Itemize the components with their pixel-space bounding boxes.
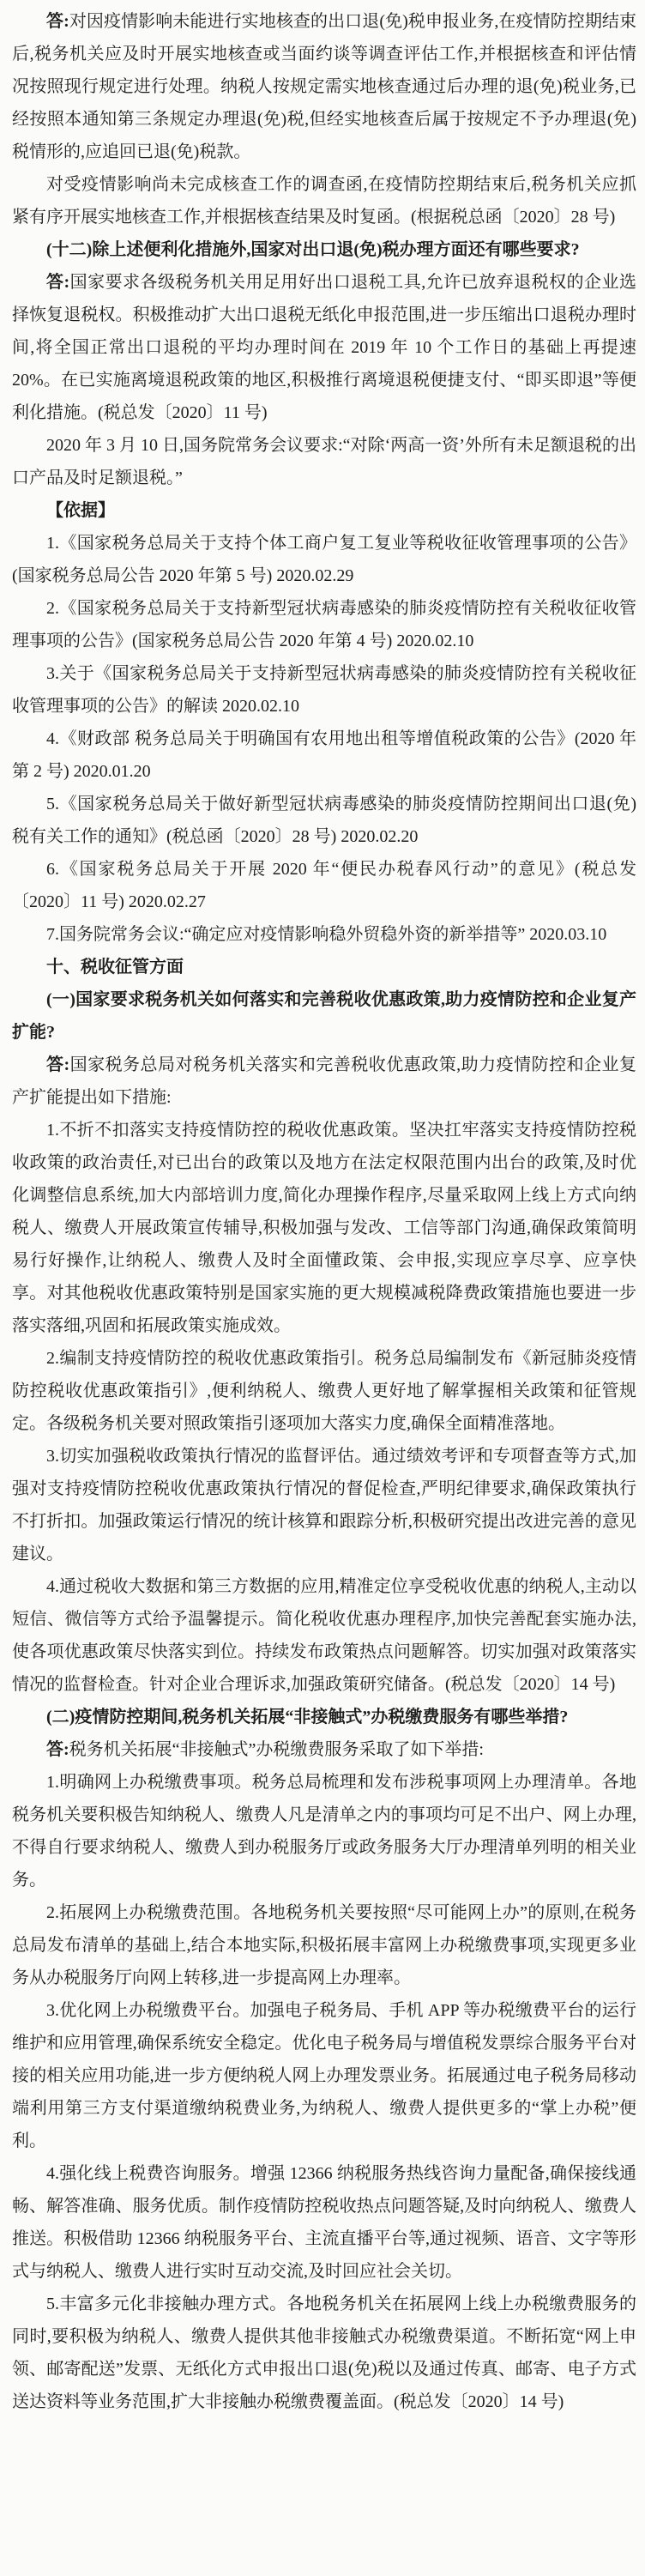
answer-prefix: 答: (46, 1740, 69, 1759)
section-heading: 十、税收征管方面 (46, 958, 184, 977)
paragraph-text: 国家税务总局对税务机关落实和完善税收优惠政策,助力疫情防控和企业复产扩能提出如下措施: (12, 1055, 636, 1107)
question-heading: (十二)除上述便利化措施外,国家对出口退(免)税办理方面还有哪些要求? (46, 240, 580, 259)
paragraph-text: 对因疫情影响未能进行实地核查的出口退(免)税申报业务,在疫情防控期结束后,税务机关应及时开展实地核查或当面约谈等调查评估工作,并根据核查和评估情况按照现行规定进行处理。纳税人按规定需实地核查通过后办理的退(免)税业务,已经按照本通知第三条规定办理退(免)税,但经实地核查后属于按规定不予办理退(免)税情形的,应追回已退(免)税款。 (12, 12, 636, 161)
question-heading: (一)国家要求税务机关如何落实和完善税收优惠政策,助力疫情防控和企业复产扩能? (12, 990, 636, 1042)
answer-paragraph (12, 1049, 636, 1114)
paragraph: 2020 年 3 月 10 日,国务院常务会议要求:“对除‘两高一资’外所有未足额退税的出口产品及时足额退税。” (12, 436, 636, 487)
answer-prefix: 答: (46, 12, 69, 31)
paragraph: 1.明确网上办税缴费事项。税务总局梳理和发布涉税事项网上办理清单。各地税务机关要积极告知纳税人、缴费人凡是清单之内的事项均可足不出户、网上办理,不得自行要求纳税人、缴费人到办税服务厅或政务服务大厅办理清单列明的相关业务。 (12, 1773, 636, 1890)
reference-item: 7.国务院常务会议:“确定应对疫情影响稳外贸稳外资的新举措等” 2020.03.10 (46, 925, 607, 944)
reference-item: 1.《国家税务总局关于支持个体工商户复工复业等税收征收管理事项的公告》(国家税务总局公告 2020 年第 5 号) 2020.02.29 (12, 534, 636, 585)
reference-item: 5.《国家税务总局关于做好新型冠状病毒感染的肺炎疫情防控期间出口退(免)税有关工作的通知》(税总函〔2020〕28 号) 2020.02.20 (12, 795, 636, 846)
reference-item: 3.关于《国家税务总局关于支持新型冠状病毒感染的肺炎疫情防控有关税收征收管理事项的公告》的解读 2020.02.10 (12, 664, 636, 716)
answer-paragraph (12, 266, 636, 429)
answer-paragraph (12, 5, 636, 168)
paragraph-text: 税务机关拓展“非接触式”办税缴费服务采取了如下举措: (69, 1740, 484, 1759)
answer-prefix: 答: (46, 273, 70, 292)
paragraph: 4.强化线上税费咨询服务。增强 12366 纳税服务热线咨询力量配备,确保接线通畅、解答准确、服务优质。制作疫情防控税收热点问题答疑,及时向纳税人、缴费人推送。积极借助 12366 纳税服务平台、主流直播平台等,通过视频、语音、文字等形式与纳税人、缴费人进行实时互动交流,及时回应社会关切。 (12, 2164, 636, 2281)
answer-paragraph (12, 1733, 636, 1766)
paragraph: 1.不折不扣落实支持疫情防控的税收优惠政策。坚决扛牢落实支持疫情防控税收政策的政治责任,对已出台的政策以及地方在法定权限范围内出台的政策,及时优化调整信息系统,加大内部培训力度,简化办理操作程序,尽量采取网上线上方式向纳税人、缴费人开展政策宣传辅导,积极加强与发改、工信等部门沟通,确保政策简明易行好操作,让纳税人、缴费人及时全面懂政策、会申报,实现应享尽享、应享快享。对其他税收优惠政策特别是国家实施的更大规模减税降费政策措施也要进一步落实落细,巩固和拓展政策实施成效。 (12, 1121, 636, 1335)
paragraph-text: 国家要求各级税务机关用足用好出口退税工具,允许已放弃退税权的企业选择恢复退税权。积极推动扩大出口退税无纸化申报范围,进一步压缩出口退税办理时间,将全国正常出口退税的平均办理时间在 2019 年 10 个工作日的基础上再提速 20%。在已实施离境退税政策的地区,积极推行离境退税便捷支付、“即买即退”等便利化措施。(税总发〔2020〕11 号) (12, 273, 636, 422)
reference-item: 6.《国家税务总局关于开展 2020 年“便民办税春风行动”的意见》(税总发〔2020〕11 号) 2020.02.27 (12, 860, 636, 911)
paragraph: 2.编制支持疫情防控的税收优惠政策指引。税务总局编制发布《新冠肺炎疫情防控税收优惠政策指引》,便利纳税人、缴费人更好地了解掌握相关政策和征管规定。各级税务机关要对照政策指引逐项加大落实力度,确保全面精准落地。 (12, 1349, 636, 1433)
paragraph: 4.通过税收大数据和第三方数据的应用,精准定位享受税收优惠的纳税人,主动以短信、微信等方式给予温馨提示。简化税收优惠办理程序,加快完善配套实施办法,使各项优惠政策尽快落实到位。持续发布政策热点问题解答。切实加强对政策落实情况的监督检查。针对企业合理诉求,加强政策研究储备。(税总发〔2020〕14 号) (12, 1577, 636, 1694)
reference-item: 4.《财政部 税务总局关于明确国有农用地出租等增值税政策的公告》(2020 年第 2 号) 2020.01.20 (12, 729, 636, 781)
paragraph: 3.切实加强税收政策执行情况的监督评估。通过绩效考评和专项督查等方式,加强对支持疫情防控税收优惠政策执行情况的督促检查,严明纪律要求,确保政策执行不打折扣。加强政策运行情况的统计核算和跟踪分析,积极研究提出改进完善的意见建议。 (12, 1447, 636, 1563)
reference-item: 2.《国家税务总局关于支持新型冠状病毒感染的肺炎疫情防控有关税收征收管理事项的公告》(国家税务总局公告 2020 年第 4 号) 2020.02.10 (12, 599, 636, 650)
paragraph: 2.拓展网上办税缴费范围。各地税务机关要按照“尽可能网上办”的原则,在税务总局发布清单的基础上,结合本地实际,积极拓展丰富网上办税缴费事项,实现更多业务从办税服务厅向网上转移,进一步提高网上办理率。 (12, 1903, 636, 1987)
paragraph: 3.优化网上办税缴费平台。加强电子税务局、手机 APP 等办税缴费平台的运行维护和应用管理,确保系统安全稳定。优化电子税务局与增值税发票综合服务平台对接的相关应用功能,进一步方便纳税人网上办理发票业务。拓展通过电子税务局移动端利用第三方支付渠道缴纳税费业务,为纳税人、缴费人提供更多的“掌上办税”便利。 (12, 2001, 636, 2150)
answer-prefix: 答: (46, 1055, 70, 1074)
basis-heading: 【依据】 (46, 501, 115, 520)
question-heading: (二)疫情防控期间,税务机关拓展“非接触式”办税缴费服务有哪些举措? (46, 1708, 569, 1726)
paragraph: 对受疫情影响尚未完成核查工作的调查函,在疫情防控期结束后,税务机关应抓紧有序开展实地核查工作,并根据核查结果及时复函。(根据税总函〔2020〕28 号) (12, 175, 636, 227)
paragraph: 5.丰富多元化非接触办理方式。各地税务机关在拓展网上线上办税缴费服务的同时,要积极为纳税人、缴费人提供其他非接触式办税缴费渠道。不断拓宽“网上申领、邮寄配送”发票、无纸化方式申报出口退(免)税以及通过传真、邮寄、电子方式送达资料等业务范围,扩大非接触办税缴费覆盖面。(税总发〔2020〕14 号) (12, 2295, 636, 2411)
